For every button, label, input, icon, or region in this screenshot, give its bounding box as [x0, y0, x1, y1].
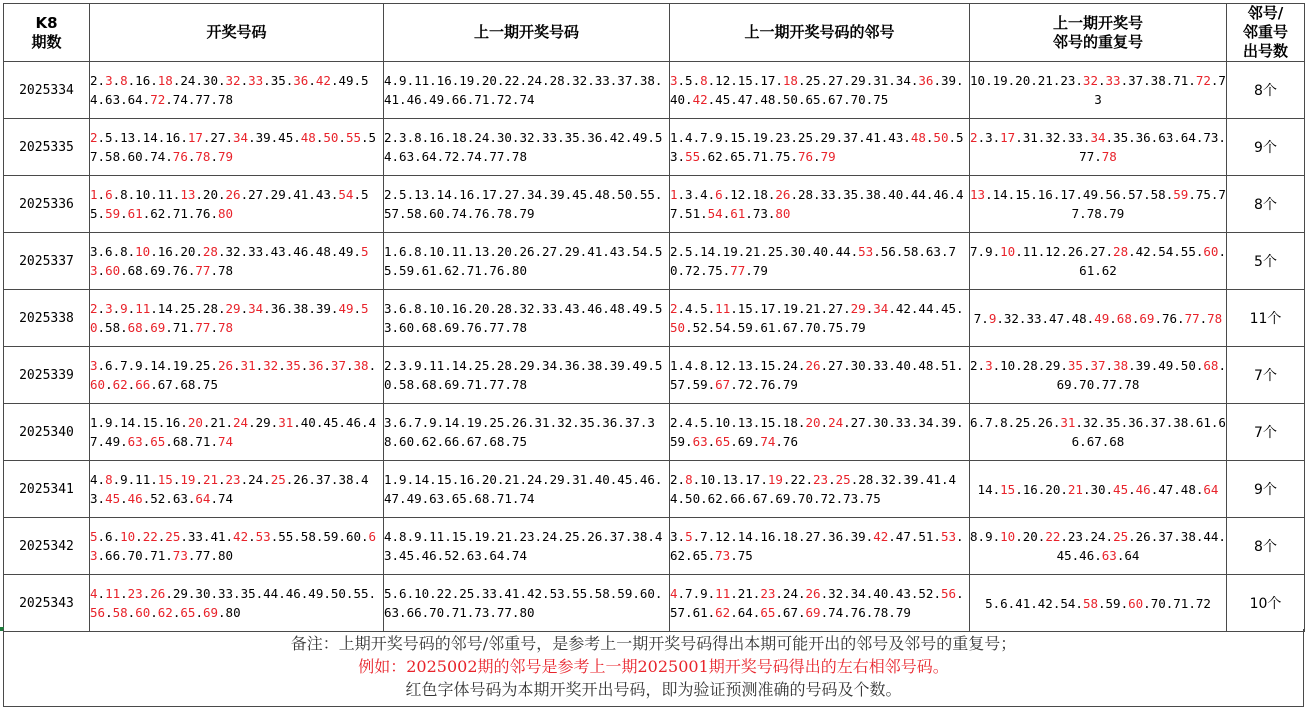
hit-number: 76 — [797, 149, 814, 164]
hit-number: 29 — [225, 301, 241, 316]
hit-number: 17 — [187, 130, 203, 145]
cell-neighbor-numbers[interactable]: 1.3.4.6.12.18.26.28.33.35.38.40.44.46.47.51.54.61.73.80 — [670, 176, 970, 233]
hit-number: 32 — [225, 73, 241, 88]
header-draw-label: 开奖号码 — [206, 23, 267, 41]
cell-neighbor-numbers[interactable]: 4.7.9.11.21.23.24.26.32.34.40.43.52.56.57.61.62.64.65.67.69.74.76.78.79 — [670, 575, 970, 632]
hit-number: 26 — [225, 187, 241, 202]
cell-hit-count[interactable]: 7个 — [1227, 404, 1305, 461]
cell-hit-count[interactable]: 9个 — [1227, 119, 1305, 176]
hit-number: 20 — [187, 415, 203, 430]
table-row — [4, 575, 1305, 632]
hit-number: 32 — [263, 358, 279, 373]
hit-number: 55 — [345, 130, 362, 145]
hit-number: 5 — [90, 529, 98, 544]
hit-number: 19 — [180, 472, 196, 487]
cell-neighbor-numbers[interactable]: 1.4.7.9.15.19.23.25.29.37.41.43.48.50.53.55.62.65.71.75.76.79 — [670, 119, 970, 176]
note-line-1: 备注：上期开奖号码的邻号/邻重号，是参考上一期开奖号码得出本期可能开出的邻号及邻号的重复号； — [290, 634, 1017, 653]
hit-number: 8 — [700, 73, 708, 88]
hit-number: 62 — [157, 605, 173, 620]
cell-period[interactable]: 2025340 — [4, 404, 90, 461]
hit-number: 24 — [828, 415, 844, 430]
hit-number: 60 — [1203, 244, 1219, 259]
hit-number: 64 — [195, 491, 211, 506]
hit-number: 11 — [105, 586, 121, 601]
hit-number: 53 — [858, 244, 874, 259]
cell-prev-numbers[interactable]: 3.6.8.10.16.20.28.32.33.43.46.48.49.53.60.68.69.76.77.78 — [384, 290, 670, 347]
hit-number: 69 — [150, 320, 166, 335]
hit-number: 42 — [873, 529, 889, 544]
hit-number: 28 — [1113, 244, 1129, 259]
header-neighbor-label: 上一期开奖号码的邻号 — [744, 23, 895, 41]
hit-number: 60 — [105, 263, 121, 278]
cell-repeat-numbers[interactable]: 6.7.8.25.26.31.32.35.36.37.38.61.66.67.68 — [970, 404, 1227, 461]
hit-number: 54 — [707, 206, 723, 221]
notes-box[interactable] — [3, 629, 1304, 707]
cell-hit-count[interactable]: 8个 — [1227, 518, 1305, 575]
hit-number: 8 — [120, 73, 128, 88]
hit-number: 42 — [233, 529, 249, 544]
hit-number: 48 — [300, 130, 316, 145]
cell-period[interactable]: 2025335 — [4, 119, 90, 176]
hit-number: 8 — [105, 472, 113, 487]
hit-number: 74 — [217, 434, 234, 449]
hit-number: 20 — [805, 415, 821, 430]
cell-neighbor-numbers[interactable]: 3.5.7.12.14.16.18.27.36.39.42.47.51.53.62.65.73.75 — [670, 518, 970, 575]
hit-number: 25 — [165, 529, 181, 544]
cell-prev-numbers[interactable]: 1.9.14.15.16.20.21.24.29.31.40.45.46.47.49.63.65.68.71.74 — [384, 461, 670, 518]
hit-number: 80 — [217, 206, 234, 221]
cell-repeat-numbers[interactable]: 8.9.10.20.22.23.24.25.26.37.38.44.45.46.63.64 — [970, 518, 1227, 575]
cell-period[interactable]: 2025334 — [4, 62, 90, 119]
table-row — [4, 233, 1305, 290]
cell-period[interactable]: 2025338 — [4, 290, 90, 347]
cell-draw-numbers[interactable]: 2.3.8.16.18.24.30.32.33.35.36.42.49.54.63.64.72.74.77.78 — [90, 62, 384, 119]
cell-neighbor-numbers[interactable]: 2.5.14.19.21.25.30.40.44.53.56.58.63.70.72.75.77.79 — [670, 233, 970, 290]
hit-number: 42 — [315, 73, 331, 88]
hit-number: 38 — [353, 358, 369, 373]
cell-draw-numbers[interactable]: 4.8.9.11.15.19.21.23.24.25.26.37.38.43.45.46.52.63.64.74 — [90, 461, 384, 518]
cell-period[interactable]: 2025341 — [4, 461, 90, 518]
hit-number: 31 — [278, 415, 294, 430]
hit-number: 26 — [805, 358, 821, 373]
hit-number: 50 — [933, 130, 949, 145]
hit-number: 37 — [1090, 358, 1106, 373]
header-prev-label: 上一期开奖号码 — [473, 23, 579, 41]
cell-prev-numbers[interactable]: 4.9.11.16.19.20.22.24.28.32.33.37.38.41.46.49.66.71.72.74 — [384, 62, 670, 119]
hit-number: 55 — [685, 149, 701, 164]
cell-period[interactable]: 2025343 — [4, 575, 90, 632]
hit-number: 31 — [240, 358, 256, 373]
hit-number: 72 — [1195, 73, 1211, 88]
header-count[interactable] — [1227, 4, 1305, 62]
hit-number: 56 — [90, 605, 106, 620]
cell-period[interactable]: 2025342 — [4, 518, 90, 575]
hit-number: 4 — [90, 586, 98, 601]
hit-number: 1 — [90, 187, 98, 202]
hit-number: 46 — [127, 491, 143, 506]
cell-repeat-numbers[interactable]: 5.6.41.42.54.58.59.60.70.71.72 — [970, 575, 1227, 632]
hit-number: 10 — [120, 529, 136, 544]
cell-draw-numbers[interactable]: 3.6.7.9.14.19.25.26.31.32.35.36.37.38.60.62.66.67.68.75 — [90, 347, 384, 404]
hit-number: 58 — [112, 605, 128, 620]
cell-prev-numbers[interactable]: 2.3.9.11.14.25.28.29.34.36.38.39.49.50.58.68.69.71.77.78 — [384, 347, 670, 404]
hit-number: 54 — [338, 187, 354, 202]
hit-number: 78 — [218, 320, 234, 335]
cell-draw-numbers[interactable]: 1.6.8.10.11.13.20.26.27.29.41.43.54.55.59.61.62.71.76.80 — [90, 176, 384, 233]
hit-number: 72 — [150, 92, 166, 107]
hit-number: 10 — [1000, 529, 1016, 544]
hit-number: 69 — [202, 605, 219, 620]
hit-number: 77 — [195, 320, 211, 335]
header-row — [4, 4, 1305, 62]
hit-number: 65 — [715, 434, 731, 449]
hit-number: 3 — [985, 358, 993, 373]
note-line-2: 例如：2025002期的邻号是参考上一期2025001期开奖号码得出的左右相邻号码。 — [358, 657, 949, 676]
cell-neighbor-numbers[interactable]: 2.4.5.10.13.15.18.20.24.27.30.33.34.39.59.63.65.69.74.76 — [670, 404, 970, 461]
hit-number: 3 — [105, 301, 113, 316]
hit-number: 10 — [135, 244, 151, 259]
hit-number: 59 — [105, 206, 121, 221]
hit-number: 23 — [760, 586, 776, 601]
hit-number: 76 — [172, 149, 188, 164]
cell-period[interactable]: 2025337 — [4, 233, 90, 290]
hit-number: 33 — [1105, 73, 1121, 88]
hit-number: 67 — [715, 377, 731, 392]
table-row — [4, 62, 1305, 119]
cell-prev-numbers[interactable]: 3.6.7.9.14.19.25.26.31.32.35.36.37.38.60.62.66.67.68.75 — [384, 404, 670, 461]
hit-number: 32 — [1082, 73, 1098, 88]
hit-number: 6 — [715, 187, 723, 202]
hit-number: 59 — [1173, 187, 1189, 202]
hit-number: 26 — [217, 358, 234, 373]
hit-number: 68 — [127, 320, 143, 335]
table-row — [4, 347, 1305, 404]
hit-number: 13 — [970, 187, 986, 202]
hit-number: 74 — [760, 434, 776, 449]
hit-number: 9 — [120, 301, 128, 316]
cell-draw-numbers[interactable]: 2.3.9.11.14.25.28.29.34.36.38.39.49.50.58.68.69.71.77.78 — [90, 290, 384, 347]
cell-draw-numbers[interactable]: 5.6.10.22.25.33.41.42.53.55.58.59.60.63.66.70.71.73.77.80 — [90, 518, 384, 575]
hit-number: 31 — [1060, 415, 1076, 430]
hit-number: 26 — [775, 187, 791, 202]
cell-hit-count[interactable]: 8个 — [1227, 62, 1305, 119]
hit-number: 34 — [873, 301, 889, 316]
lottery-table — [3, 3, 1305, 632]
cell-neighbor-numbers[interactable]: 3.5.8.12.15.17.18.25.27.29.31.34.36.39.40.42.45.47.48.50.65.67.70.75 — [670, 62, 970, 119]
hit-number: 80 — [775, 206, 791, 221]
cell-hit-count[interactable]: 7个 — [1227, 347, 1305, 404]
hit-number: 78 — [1101, 149, 1117, 164]
hit-number: 58 — [1082, 595, 1098, 611]
hit-number: 2 — [90, 130, 98, 145]
cell-neighbor-numbers[interactable]: 1.4.8.12.13.15.24.26.27.30.33.40.48.51.57.59.67.72.76.79 — [670, 347, 970, 404]
hit-number: 5 — [685, 529, 693, 544]
hit-number: 22 — [142, 529, 158, 544]
cell-prev-numbers[interactable]: 4.8.9.11.15.19.21.23.24.25.26.37.38.43.45.46.52.63.64.74 — [384, 518, 670, 575]
cell-draw-numbers[interactable]: 2.5.13.14.16.17.27.34.39.45.48.50.55.57.58.60.74.76.78.79 — [90, 119, 384, 176]
hit-number: 21 — [1067, 481, 1083, 497]
cell-hit-count[interactable]: 10个 — [1227, 575, 1305, 632]
hit-number: 38 — [1113, 358, 1129, 373]
cell-hit-count[interactable]: 9个 — [1227, 461, 1305, 518]
hit-number: 11 — [715, 586, 731, 601]
hit-number: 77 — [1184, 310, 1200, 326]
hit-number: 60 — [1128, 595, 1144, 611]
cell-draw-numbers[interactable]: 1.9.14.15.16.20.21.24.29.31.40.45.46.47.49.63.65.68.71.74 — [90, 404, 384, 461]
table-row — [4, 290, 1305, 347]
hit-number: 23 — [225, 472, 241, 487]
table-row — [4, 461, 1305, 518]
hit-number: 11 — [135, 301, 151, 316]
hit-number: 68 — [1116, 310, 1132, 326]
cell-period[interactable]: 2025336 — [4, 176, 90, 233]
hit-number: 62 — [112, 377, 128, 392]
hit-number: 34 — [248, 301, 264, 316]
hit-number: 53 — [90, 244, 369, 278]
hit-number: 33 — [248, 73, 264, 88]
hit-number: 63 — [1101, 548, 1117, 563]
hit-number: 3 — [105, 73, 113, 88]
header-period[interactable] — [4, 4, 90, 62]
hit-number: 61 — [127, 206, 143, 221]
hit-number: 19 — [767, 472, 783, 487]
hit-number: 50 — [90, 301, 369, 335]
hit-number: 2 — [670, 301, 678, 316]
hit-number: 69 — [1139, 310, 1155, 326]
hit-number: 36 — [918, 73, 934, 88]
hit-number: 35 — [1067, 358, 1083, 373]
hit-number: 60 — [135, 605, 151, 620]
hit-number: 73 — [172, 548, 188, 563]
cell-repeat-numbers[interactable]: 2.3.10.28.29.35.37.38.39.49.50.68.69.70.77.78 — [970, 347, 1227, 404]
cell-prev-numbers[interactable]: 5.6.10.22.25.33.41.42.53.55.58.59.60.63.66.70.71.73.77.80 — [384, 575, 670, 632]
hit-number: 23 — [127, 586, 143, 601]
hit-number: 64 — [1203, 481, 1219, 497]
table-row — [4, 176, 1305, 233]
cell-period[interactable]: 2025339 — [4, 347, 90, 404]
hit-number: 46 — [1135, 481, 1151, 497]
hit-number: 18 — [157, 73, 173, 88]
hit-number: 77 — [730, 263, 746, 278]
hit-number: 50 — [323, 130, 339, 145]
hit-number: 25 — [270, 472, 286, 487]
hit-number: 45 — [1113, 481, 1129, 497]
cell-repeat-numbers[interactable]: 13.14.15.16.17.49.56.57.58.59.75.77.78.79 — [970, 176, 1227, 233]
hit-number: 26 — [805, 586, 821, 601]
note-line-3: 红色字体号码为本期开奖开出号码，即为验证预测准确的号码及个数。 — [405, 680, 902, 699]
cell-prev-numbers[interactable]: 1.6.8.10.11.13.20.26.27.29.41.43.54.55.59.61.62.71.76.80 — [384, 233, 670, 290]
cell-prev-numbers[interactable]: 2.3.8.16.18.24.30.32.33.35.36.42.49.54.63.64.72.74.77.78 — [384, 119, 670, 176]
hit-number: 3 — [670, 73, 678, 88]
hit-number: 36 — [293, 73, 309, 88]
hit-number: 2 — [970, 130, 978, 145]
hit-number: 23 — [813, 472, 829, 487]
hit-number: 21 — [202, 472, 218, 487]
hit-number: 79 — [217, 149, 234, 164]
cell-draw-numbers[interactable]: 4.11.23.26.29.30.33.35.44.46.49.50.55.56.58.60.62.65.69.80 — [90, 575, 384, 632]
table-row — [4, 119, 1305, 176]
hit-number: 37 — [330, 358, 346, 373]
hit-number: 48 — [910, 130, 926, 145]
hit-number: 1 — [670, 187, 678, 202]
hit-number: 8 — [685, 472, 693, 487]
hit-number: 36 — [308, 358, 324, 373]
hit-number: 11 — [715, 301, 731, 316]
hit-number: 60 — [90, 377, 106, 392]
header-repeat[interactable] — [970, 4, 1227, 62]
table-row — [4, 518, 1305, 575]
hit-number: 73 — [715, 548, 731, 563]
hit-number: 9 — [988, 310, 997, 326]
hit-number: 50 — [670, 320, 686, 335]
hit-number: 69 — [805, 605, 821, 620]
hit-number: 18 — [782, 73, 798, 88]
hit-number: 61 — [730, 206, 746, 221]
hit-number: 10 — [1000, 244, 1016, 259]
hit-number: 45 — [105, 491, 121, 506]
hit-number: 79 — [820, 149, 836, 164]
hit-number: 63 — [692, 434, 708, 449]
hit-number: 13 — [180, 187, 196, 202]
hit-number: 68 — [1203, 358, 1219, 373]
hit-number: 66 — [135, 377, 151, 392]
cell-hit-count[interactable]: 8个 — [1227, 176, 1305, 233]
hit-number: 24 — [233, 415, 249, 430]
cell-neighbor-numbers[interactable]: 2.4.5.11.15.17.19.21.27.29.34.42.44.45.50.52.54.59.61.67.70.75.79 — [670, 290, 970, 347]
header-count-label: 邻号/ 邻重号 出号数 — [1242, 4, 1288, 60]
hit-number: 63 — [90, 529, 377, 563]
cell-hit-count[interactable]: 5个 — [1227, 233, 1305, 290]
header-neighbor[interactable] — [670, 4, 970, 62]
header-repeat-label: 上一期开奖号 邻号的重复号 — [1052, 13, 1143, 51]
hit-number: 53 — [255, 529, 271, 544]
hit-number: 65 — [180, 605, 196, 620]
cell-repeat-numbers[interactable]: 10.19.20.21.23.32.33.37.38.71.72.73 — [970, 62, 1227, 119]
hit-number: 78 — [1207, 310, 1223, 326]
hit-number: 65 — [760, 605, 776, 620]
cell-hit-count[interactable]: 11个 — [1227, 290, 1305, 347]
hit-number: 4 — [670, 586, 678, 601]
hit-number: 15 — [157, 472, 173, 487]
hit-number: 78 — [195, 149, 211, 164]
cell-prev-numbers[interactable]: 2.5.13.14.16.17.27.34.39.45.48.50.55.57.58.60.74.76.78.79 — [384, 176, 670, 233]
hit-number: 77 — [195, 263, 211, 278]
hit-number: 49 — [338, 301, 354, 316]
hit-number: 2 — [90, 301, 98, 316]
cell-draw-numbers[interactable]: 3.6.8.10.16.20.28.32.33.43.46.48.49.53.60.68.69.76.77.78 — [90, 233, 384, 290]
cell-neighbor-numbers[interactable]: 2.8.10.13.17.19.22.23.25.28.32.39.41.44.50.62.66.67.69.70.72.73.75 — [670, 461, 970, 518]
hit-number: 26 — [150, 586, 166, 601]
hit-number: 6 — [105, 187, 113, 202]
header-draw[interactable] — [90, 4, 384, 62]
hit-number: 63 — [127, 434, 143, 449]
hit-number: 53 — [940, 529, 957, 544]
hit-number: 34 — [233, 130, 249, 145]
table-row — [4, 404, 1305, 461]
hit-number: 25 — [835, 472, 851, 487]
hit-number: 25 — [1113, 529, 1129, 544]
cell-repeat-numbers[interactable]: 7.9.32.33.47.48.49.68.69.76.77.78 — [970, 290, 1227, 347]
hit-number: 28 — [202, 244, 218, 259]
cell-repeat-numbers[interactable]: 2.3.17.31.32.33.34.35.36.63.64.73.77.78 — [970, 119, 1227, 176]
hit-number: 35 — [285, 358, 301, 373]
hit-number: 15 — [1000, 481, 1016, 497]
hit-number: 22 — [1045, 529, 1061, 544]
hit-number: 62 — [715, 605, 731, 620]
hit-number: 65 — [150, 434, 166, 449]
hit-number: 56 — [941, 586, 957, 601]
table-body — [4, 62, 1305, 632]
hit-number: 29 — [850, 301, 866, 316]
header-prev[interactable] — [384, 4, 670, 62]
hit-number: 34 — [1090, 130, 1106, 145]
cell-repeat-numbers[interactable]: 14.15.16.20.21.30.45.46.47.48.64 — [970, 461, 1227, 518]
hit-number: 17 — [1000, 130, 1016, 145]
hit-number: 3 — [90, 358, 98, 373]
hit-number: 49 — [1094, 310, 1110, 326]
cell-repeat-numbers[interactable]: 7.9.10.11.12.26.27.28.42.54.55.60.61.62 — [970, 233, 1227, 290]
header-period-label: K8 期数 — [31, 13, 62, 51]
hit-number: 42 — [692, 92, 708, 107]
